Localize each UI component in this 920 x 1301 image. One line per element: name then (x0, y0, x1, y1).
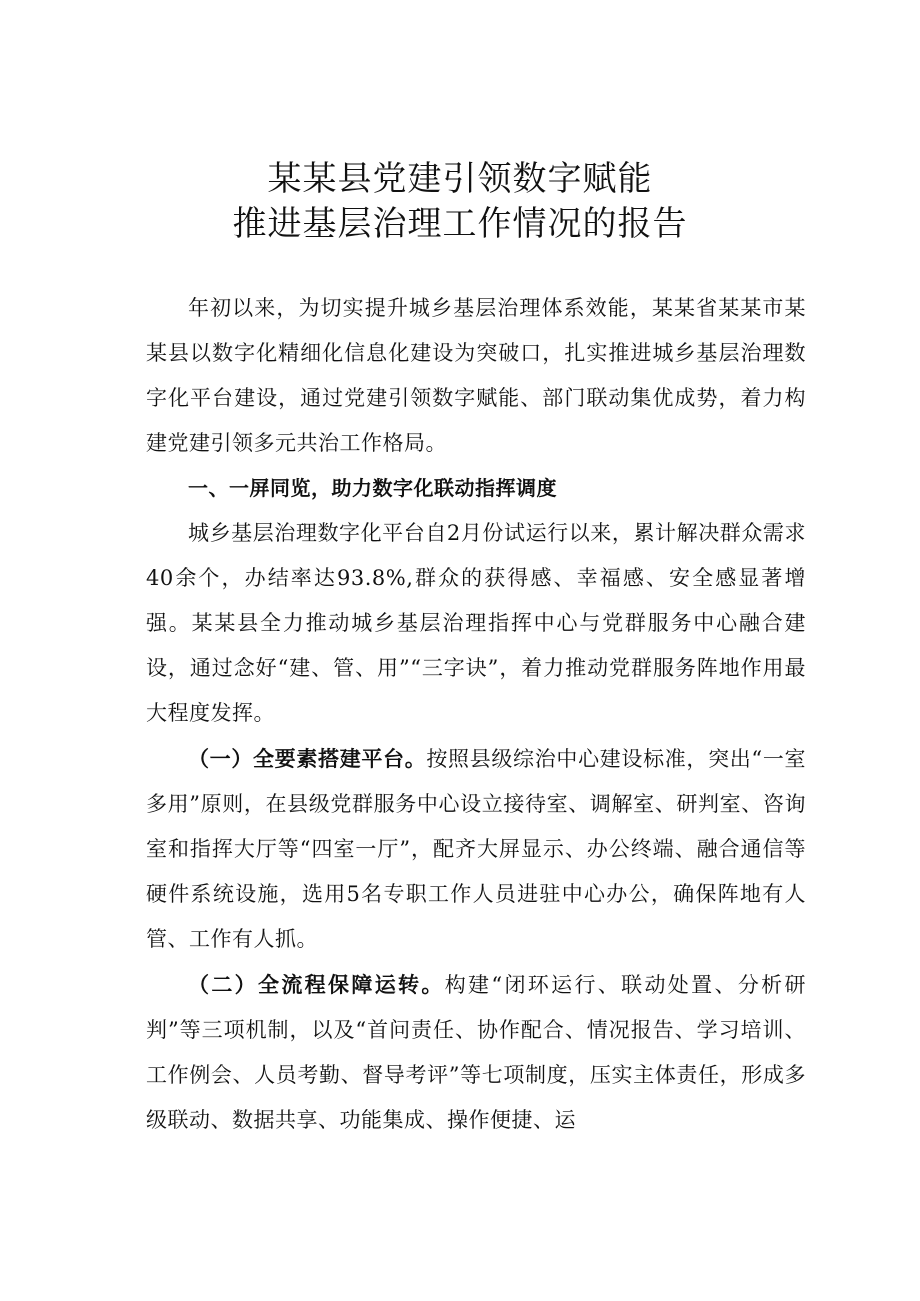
item-text-1: 按照县级综治中心建设标准，突出“一室多用”原则，在县级党群服务中心设立接待室、调解室、研判室、咨询室和指挥大厅等“四室一厅”，配齐大屏显示、办公终端、融合通信等硬件系统设施，选用5名专职工作人员进驻中心办公，确保阵地有人管、工作有人抓。 (146, 747, 807, 951)
item-text-2: 构建“闭环运行、联动处置、分析研判”等三项机制，以及“首问责任、协作配合、情况报告、学习培训、工作例会、人员考勤、督导考评”等七项制度，压实主体责任，形成多级联动、数据共享、功能集成、操作便捷、运 (146, 973, 806, 1132)
document-body (146, 286, 806, 1143)
item-lead-1: （一）全要素搭建平台。 (188, 746, 427, 771)
item-paragraph-1 (146, 736, 806, 962)
section-heading: 一、一屏同览，助力数字化联动指挥调度 (188, 476, 557, 500)
intro-paragraph: 年初以来，为切实提升城乡基层治理体系效能，某某省某某市某某县以数字化精细化信息化建设为突破口，扎实推进城乡基层治理数字化平台建设，通过党建引领数字赋能、部门联动集优成势，着力构建党建引领多元共治工作格局。 (146, 296, 806, 455)
document-title-line1: 某某县党建引领数字赋能 (267, 159, 653, 199)
section-paragraph: 城乡基层治理数字化平台自2月份试运行以来，累计解决群众需求40余个，办结率达93.8%,群众的获得感、幸福感、安全感显著增强。某某县全力推动城乡基层治理指挥中心与党群服务中心融合建设，通过念好“建、管、用”“三字诀”，着力推动党群服务阵地作用最大程度发挥。 (146, 521, 806, 725)
item-paragraph-2 (146, 962, 806, 1143)
item-lead-2: （二）全流程保障运转。 (188, 972, 445, 997)
document-title-line2: 推进基层治理工作情况的报告 (232, 204, 688, 244)
